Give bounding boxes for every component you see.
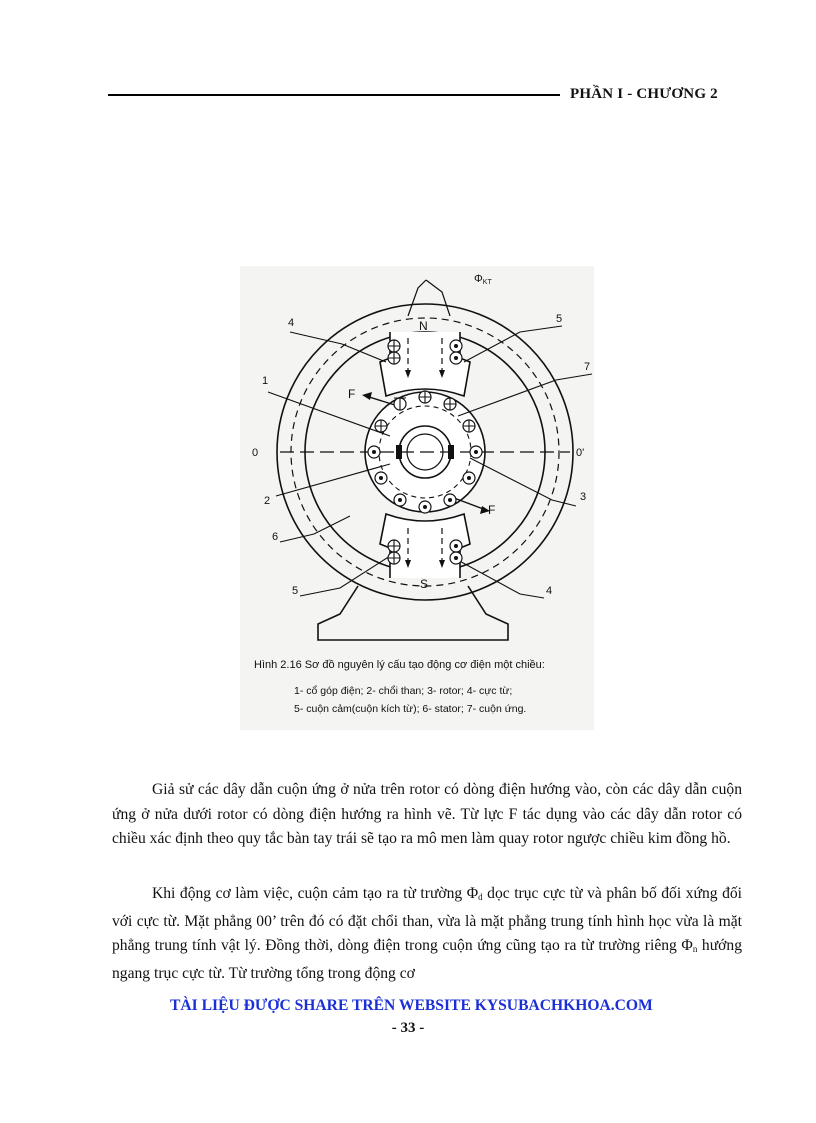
header-title: PHẦN I - CHƯƠNG 2 <box>570 86 718 102</box>
callout-5-top: 5 <box>556 313 563 325</box>
pole-bottom-label: S <box>420 577 429 591</box>
callout-4-top: 4 <box>288 317 295 329</box>
figure-dc-motor <box>240 266 594 730</box>
figure-caption-title: Hình 2.16 Sơ đồ nguyên lý cấu tạo động cơ điện một chiều: <box>254 659 545 671</box>
axis-left-label: 0 <box>252 447 259 459</box>
dc-motor-diagram <box>240 266 594 730</box>
motor-base <box>318 586 508 640</box>
paragraph-2 <box>112 882 742 986</box>
callout-4-bottom: 4 <box>546 585 553 597</box>
pole-top-label: N <box>419 319 428 333</box>
callout-2: 2 <box>264 495 271 507</box>
paragraph-1 <box>112 778 742 852</box>
force-label-top: F <box>348 387 356 401</box>
footer-website-link[interactable]: TÀI LIỆU ĐƯỢC SHARE TRÊN WEBSITE KYSUBACHKHOA.COM <box>170 997 653 1014</box>
callout-5-bottom: 5 <box>292 585 299 597</box>
header-rule <box>108 94 560 96</box>
callout-3: 3 <box>580 491 587 503</box>
axis-right-label: 0' <box>576 447 585 459</box>
paragraph-1-text: Giả sử các dây dẫn cuộn ứng ở nửa trên rotor có dòng điện hướng vào, còn các dây dẫn cuộn ứng ở nửa dưới rotor có dòng điện hướng ra hình vẽ. Từ lực F tác dụng vào các dây dẫn rotor có chiều xác định theo quy tắc bàn tay trái sẽ tạo ra mô men làm quay rotor ngược chiều kim đồng hồ. <box>112 781 742 848</box>
force-label-bottom: F <box>488 503 496 517</box>
paragraph-2-text: Khi động cơ làm việc, cuộn cảm tạo ra từ trường $\Phi_d$ dọc trục cực từ và phân bố đối xứng đối với cực từ. Mặt phẳng 00’ trên đó có đặt chổi than, vừa là mặt phẳng trung tính hình học vừa là mặt phẳng trung tính vật lý. Đồng thời, dòng điện trong cuộn ứng cũng tạo ra từ trường riêng $\Phi_n$ hướng ngang trục cực từ. Từ trường tổng trong động cơ <box>112 885 742 982</box>
callout-6: 6 <box>272 531 279 543</box>
page-number: - 33 - <box>391 1020 425 1036</box>
callout-1: 1 <box>262 375 269 387</box>
callout-7: 7 <box>584 361 591 373</box>
figure-caption-line2: 5- cuộn cảm(cuộn kích từ); 6- stator; 7- cuộn ứng. <box>294 703 527 715</box>
figure-caption-line1: 1- cổ góp điện; 2- chổi than; 3- rotor; 4- cực từ; <box>294 685 513 697</box>
flux-label: ΦKT <box>474 273 492 286</box>
